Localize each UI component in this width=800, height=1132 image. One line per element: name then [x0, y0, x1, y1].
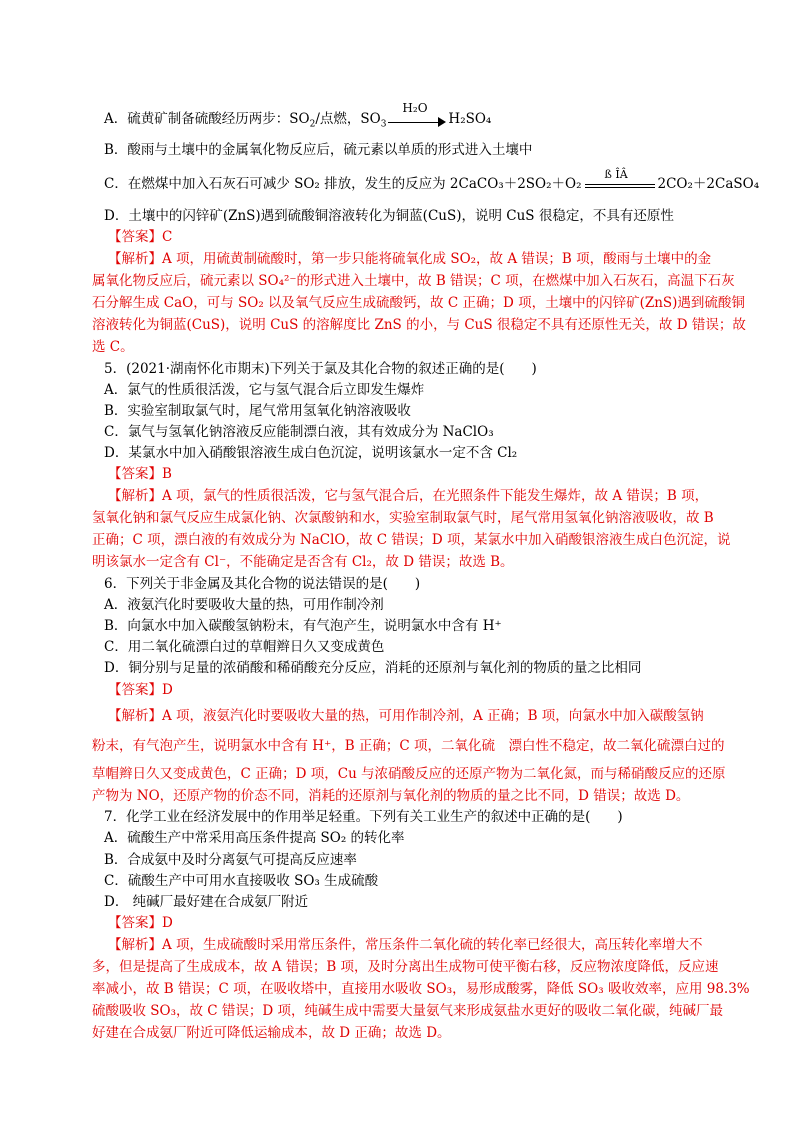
q7-explanation-line: 【解析】A 项，生成硫酸时采用常压条件，常压条件二氧化硫的转化率已经很大，高压转化率增大不 — [108, 937, 703, 953]
q5-explanation-line: 明该氯水一定含有 Cl⁻，不能确定是否含有 Cl₂，故 D 错误；故选 B。 — [92, 554, 514, 570]
q5-explanation-line: 正确；C 项，漂白液的有效成分为 NaClO，故 C 错误；D 项，某氯水中加入硝酸银溶液生成白色沉淀，说 — [92, 532, 731, 548]
q4-option-a: A．硫黄矿制备硫酸经历两步：$SO_2/$点燃，$SO_3$ H₂O H₂SO₄ — [104, 100, 492, 130]
q5-option-a: A．氯气的性质很活泼，它与氢气混合后立即发生爆炸 — [104, 382, 425, 398]
q7-option-d: D． 纯碱厂最好建在合成氨厂附近 — [104, 894, 309, 910]
q6-explanation-line: 粉末，有气泡产生，说明氯水中含有 H⁺，B 正确；C 项，二氧化硫 漂白性不稳定，故二氧化硫漂白过的 — [92, 738, 725, 754]
q7-option-c: C．硫酸生产中可用水直接吸收 SO₃ 生成硫酸 — [104, 873, 379, 889]
q4-option-a-pre: A．硫黄矿制备硫酸经历两步：SO — [104, 111, 310, 127]
q6-explanation-line: 草帽辫日久又变成黄色，C 正确；D 项，Cu 与浓硝酸反应的还原产物为二氧化氮，而与稀硝酸反应的还原 — [92, 766, 726, 782]
q5-stem: 5．(2021·湖南怀化市期末)下列关于氯及其化合物的叙述正确的是( ) — [104, 361, 537, 377]
q6-option-d: D．铜分别与足量的浓硝酸和稀硝酸充分反应，消耗的还原剂与氧化剂的物质的量之比相同 — [104, 660, 642, 676]
q4-answer: 【答案】C — [108, 229, 173, 245]
reaction-equals-sign — [585, 167, 655, 192]
q6-option-b: B．向氯水中加入碳酸氢钠粉末，有气泡产生，说明氯水中含有 H⁺ — [104, 618, 502, 634]
q4-option-c-pre: C．在燃煤中加入石灰石可减少 SO₂ 排放，发生的反应为 2CaCO₃＋2SO₂＋O₂ — [104, 176, 582, 192]
q5-option-c: C．氯气与氢氧化钠溶液反应能制漂白液，其有效成分为 NaClO₃ — [104, 424, 494, 440]
q4-option-c — [104, 167, 760, 193]
q4-explanation-line: 属氧化物反应后，硫元素以 SO₄²⁻的形式进入土壤中，故 B 错误；C 项，在燃煤中加入石灰石，高温下石灰 — [92, 273, 735, 289]
q4-explanation-line: 选 C。 — [92, 339, 134, 355]
q5-option-b: B．实验室制取氯气时，尾气常用氢氧化钠溶液吸收 — [104, 403, 411, 419]
q6-answer: 【答案】D — [108, 682, 173, 698]
q5-answer: 【答案】B — [108, 466, 172, 482]
q7-explanation-line: 多，但是提高了生成成本，故 A 错误；B 项，及时分离出生成物可使平衡右移，反应物浓度降低，反应速 — [92, 959, 719, 975]
q6-option-a: A．液氨汽化时要吸收大量的热，可用作制冷剂 — [104, 597, 384, 613]
q5-explanation-line: 氢氧化钠和氯气反应生成氯化钠、次氯酸钠和水，实验室制取氯气时，尾气常用氢氧化钠溶液吸收，故 B — [92, 510, 714, 526]
q6-explanation-line: 【解析】A 项，液氨汽化时要吸收大量的热，可用作制冷剂，A 正确；B 项，向氯水中加入碳酸氢钠 — [108, 708, 704, 724]
q7-stem: 7．化学工业在经济发展中的作用举足轻重。下列有关工业生产的叙述中正确的是( ) — [104, 809, 623, 825]
q4-option-a-post: H₂SO₄ — [448, 111, 492, 127]
q5-explanation-line: 【解析】A 项，氯气的性质很活泼，它与氢气混合后，在光照条件下能发生爆炸，故 A 错误；B 项， — [108, 488, 709, 504]
q4-explanation-line: 【解析】A 项，用硫黄制硫酸时，第一步只能将硫氧化成 SO₂，故 A 错误；B 项，酸雨与土壤中的金 — [108, 251, 712, 267]
q4-option-c-post: 2CO₂＋2CaSO₄ — [657, 176, 760, 192]
q7-option-a: A．硫酸生产中常采用高压条件提高 SO₂ 的转化率 — [104, 830, 405, 846]
q4-explanation-line: 石分解生成 CaO，可与 SO₂ 以及氧气反应生成硫酸钙，故 C 正确；D 项，土壤中的闪锌矿(ZnS)遇到硫酸铜 — [92, 295, 745, 311]
q4-option-b: B．酸雨与土壤中的金属氧化物反应后，硫元素以单质的形式进入土壤中 — [104, 142, 533, 158]
q4-option-a-mid: /点燃，SO — [315, 111, 381, 127]
q7-explanation-line: 好建在合成氨厂附近可降低运输成本，故 D 正确；故选 D。 — [92, 1025, 451, 1041]
reaction-condition: ß ÎÂ — [604, 167, 628, 181]
q6-stem: 6．下列关于非金属及其化合物的说法错误的是( ) — [104, 576, 421, 592]
q4-explanation-line: 溶液转化为铜蓝(CuS)，说明 CuS 的溶解度比 ZnS 的小，与 CuS 很稳定不具有还原性无关，故 D 错误；故 — [92, 317, 746, 333]
arrow-label: H₂O — [402, 100, 428, 115]
q7-answer: 【答案】D — [108, 915, 173, 931]
q7-explanation-line: 硫酸吸收 SO₃，故 C 错误；D 项，纯碱生成中需要大量氨气来形成氨盐水更好的吸收二氧化碳，纯碱厂最 — [92, 1003, 724, 1019]
q4-option-d: D．土壤中的闪锌矿(ZnS)遇到硫酸铜溶液转化为铜蓝(CuS)，说明 CuS 很稳定，不具有还原性 — [104, 208, 674, 224]
q5-option-d: D．某氯水中加入硝酸银溶液生成白色沉淀，说明该氯水一定不含 Cl₂ — [104, 445, 518, 461]
reaction-arrow — [388, 100, 446, 127]
q6-explanation-line: 产物为 NO，还原产物的价态不同，消耗的还原剂与氧化剂的物质的量之比不同，D 错误；故选 D。 — [92, 788, 690, 804]
q7-option-b: B．合成氨中及时分离氨气可提高反应速率 — [104, 852, 357, 868]
q7-explanation-line: 率减小，故 B 错误；C 项，在吸收塔中，直接用水吸收 SO₃，易形成酸雾，降低 SO₃ 吸收效率，应用 98.3% — [92, 981, 750, 997]
q6-option-c: C．用二氧化硫漂白过的草帽辫日久又变成黄色 — [104, 639, 385, 655]
